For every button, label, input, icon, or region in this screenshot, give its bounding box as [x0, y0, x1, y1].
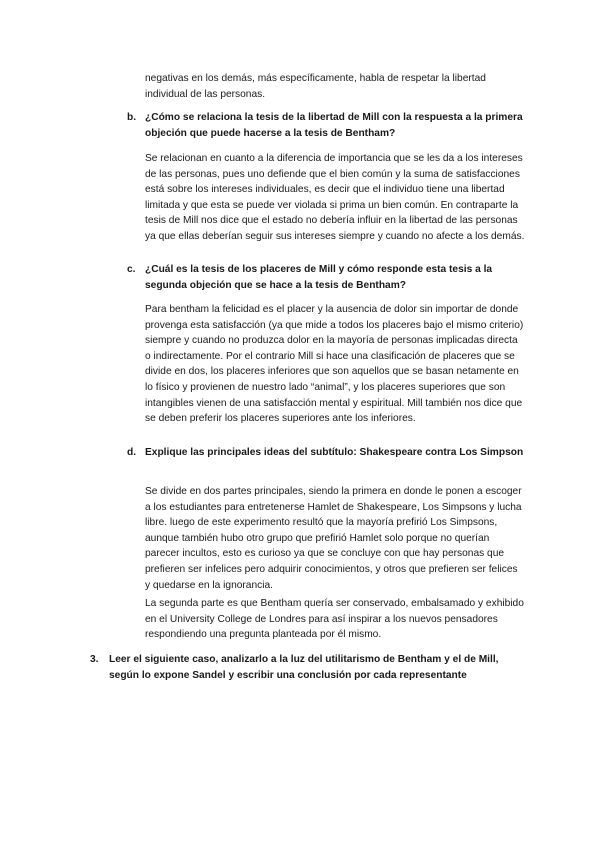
- question-c-text: ¿Cuál es la tesis de los placeres de Mill y cómo responde esta tesis a la segunda objeción que se hace a la tesis de Bentham?: [145, 264, 493, 291]
- answer-d-paragraph-1: Se divide en dos partes principales, siendo la primera en donde le ponen a escoger a los estudiantes para entretenerse Hamlet de Shakespeare, Los Simpsons y lucha libre. luego de este experimento resultó que la mayoría prefirió Los Simpsons, aunque también hubo otro grupo que prefirió Hamlet solo porque no querían parecer incultos, esto es curioso ya que se concluye con que hay personas que prefieren ser infelices pero adquirir conocimientos, y otros que prefieren ser felices y quedarse en la ignorancia.: [145, 486, 522, 591]
- question-d-label: d.: [127, 447, 137, 458]
- item-3-number: 3.: [90, 654, 99, 665]
- answer-d-paragraph-2: La segunda parte es que Bentham quería ser conservado, embalsamado y exhibido en el University College de Londres para así inspirar a los nuevos pensadores respondiendo una pregunta planteada por él mismo.: [145, 598, 524, 641]
- question-c: [127, 262, 525, 293]
- question-b: [127, 110, 525, 141]
- answer-b-paragraph: Se relacionan en cuanto a la diferencia de importancia que se les da a los intereses de las personas, pues uno defiende que el bien común y la suma de satisfacciones está sobre los intereses individuales, es decir que el individuo tiene una libertad limitada y que esta se puede ver violada si prima un bien común. En contraparte la tesis de Mill nos dice que el estado no debería influir en la libertad de las personas ya que ellas deberían seguir sus intereses siempre y cuando no afecte a los demás.: [145, 153, 525, 242]
- question-b-label: b.: [127, 112, 137, 123]
- answer-c-paragraph: Para bentham la felicidad es el placer y la ausencia de dolor sin importar de donde provenga esta satisfacción (ya que mide a todos los placeres bajo el mismo criterio) siempre y cuando no produzca dolor en la mayoría de personas implicadas directa o indirectamente. Por el contrario Mill si hace una clasificación de placeres que se divide en dos, los placeres inferiores que son aquellos que se basan netamente en lo físico y provienen de nuestro lado “animal”, y los placeres superiores que son intangibles vienen de una satisfacción mental y espiritual. Mill también nos dice que se deben preferir los placeres superiores ante los inferiores.: [145, 304, 524, 425]
- question-c-label: c.: [127, 264, 136, 275]
- question-d-text: Explique las principales ideas del subtítulo: Shakespeare contra Los Simpson: [145, 447, 524, 458]
- item-3-text: Leer el siguiente caso, analizarlo a la luz del utilitarismo de Bentham y el de Mill, según lo expone Sandel y escribir una conclusión por cada representante: [109, 654, 499, 681]
- continuation-paragraph: negativas en los demás, más específicamente, habla de respetar la libertad individual de las personas.: [145, 73, 486, 100]
- question-d: [127, 445, 525, 461]
- question-b-text: ¿Cómo se relaciona la tesis de la libertad de Mill con la respuesta a la primera objeción que puede hacerse a la tesis de Bentham?: [145, 112, 523, 139]
